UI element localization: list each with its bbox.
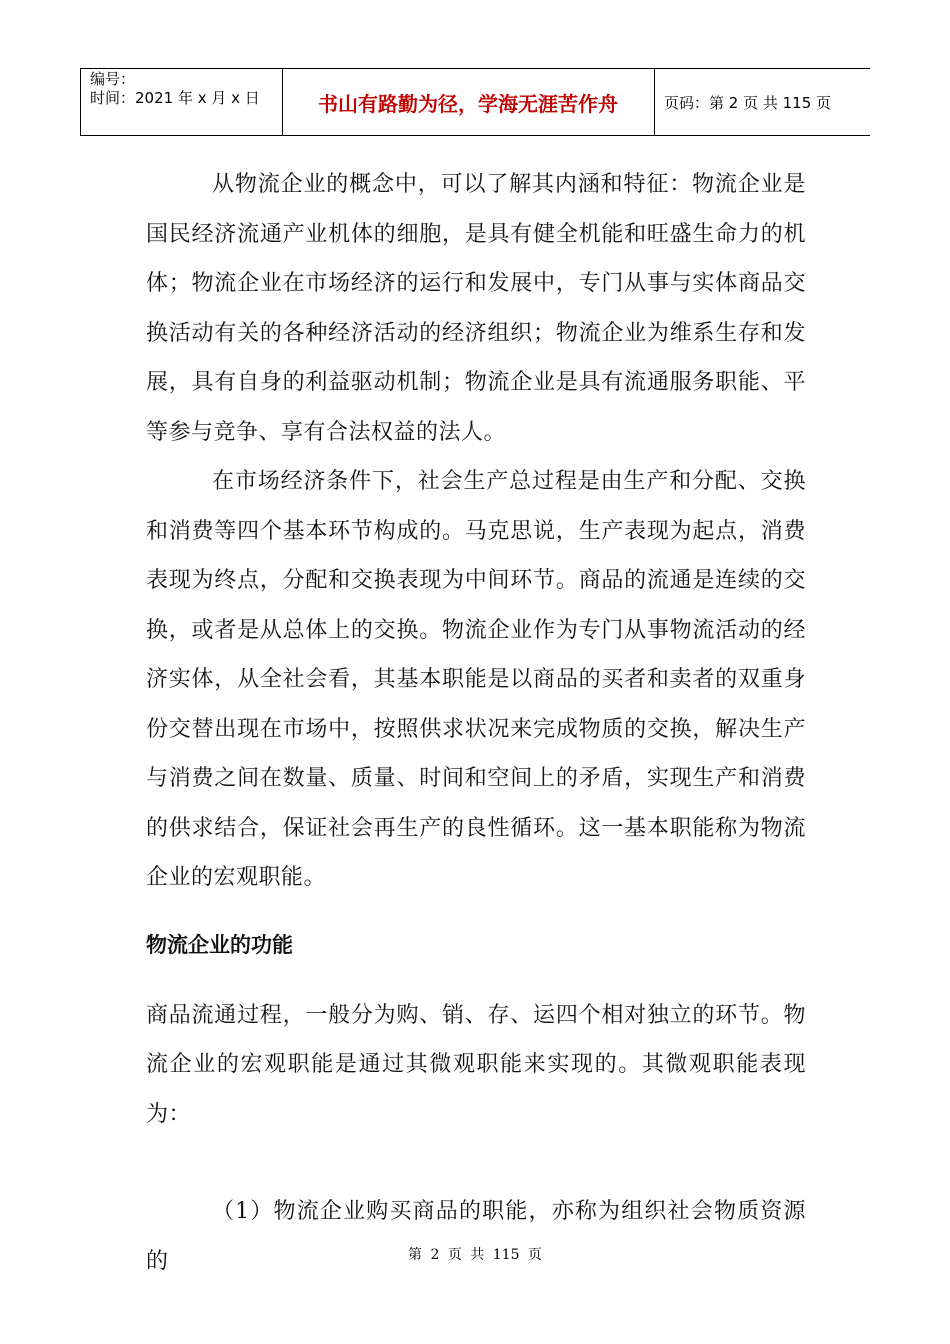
paragraph-4: （1）物流企业购买商品的职能，亦称为组织社会物质资源的 (146, 1199, 806, 1274)
paragraph-1: 从物流企业的概念中，可以了解其内涵和特征：物流企业是国民经济流通产业机体的细胞，是具有健全机能和旺盛生命力的机体；物流企业在市场经济的运行和发展中，专门从事与实体商品交换活动有关的各种经济活动的经济组织；物流企业为维系生存和发展，具有自身的利益驱动机制；物流企业是具有流通服务职能、平等参与竞争、享有合法权益的法人。 (146, 172, 806, 445)
header-motto: 书山有路勤为径，学海无涯苦作舟 (318, 92, 618, 116)
document-body (146, 160, 806, 1286)
header-top-rule (80, 68, 870, 69)
number-label: 编号： (90, 70, 136, 88)
header-divider-left-edge (80, 68, 81, 136)
header-bottom-rule (80, 135, 870, 136)
page-footer: 第 2 页 共 115 页 (408, 1247, 542, 1263)
date-label: 时间：2021 年 x 月 x 日 (90, 89, 260, 107)
section-heading: 物流企业的功能 (146, 932, 293, 957)
paragraph-2: 在市场经济条件下，社会生产总过程是由生产和分配、交换和消费等四个基本环节构成的。马克思说，生产表现为起点，消费表现为终点，分配和交换表现为中间环节。商品的流通是连续的交换，或者是从总体上的交换。物流企业作为专门从事物流活动的经济实体，从全社会看，其基本职能是以商品的买者和卖者的双重身份交替出现在市场中，按照供求状况来完成物质的交换，解决生产与消费之间在数量、质量、时间和空间上的矛盾，实现生产和消费的供求结合，保证社会再生产的良性循环。这一基本职能称为物流企业的宏观职能。 (146, 469, 806, 890)
header-divider-2 (654, 68, 655, 136)
paragraph-3: 商品流通过程，一般分为购、销、存、运四个相对独立的环节。物流企业的宏观职能是通过其微观职能来实现的。其微观职能表现为： (146, 1002, 806, 1127)
header-page-info: 页码：第 2 页 共 115 页 (664, 94, 832, 112)
header-meta (90, 70, 280, 108)
